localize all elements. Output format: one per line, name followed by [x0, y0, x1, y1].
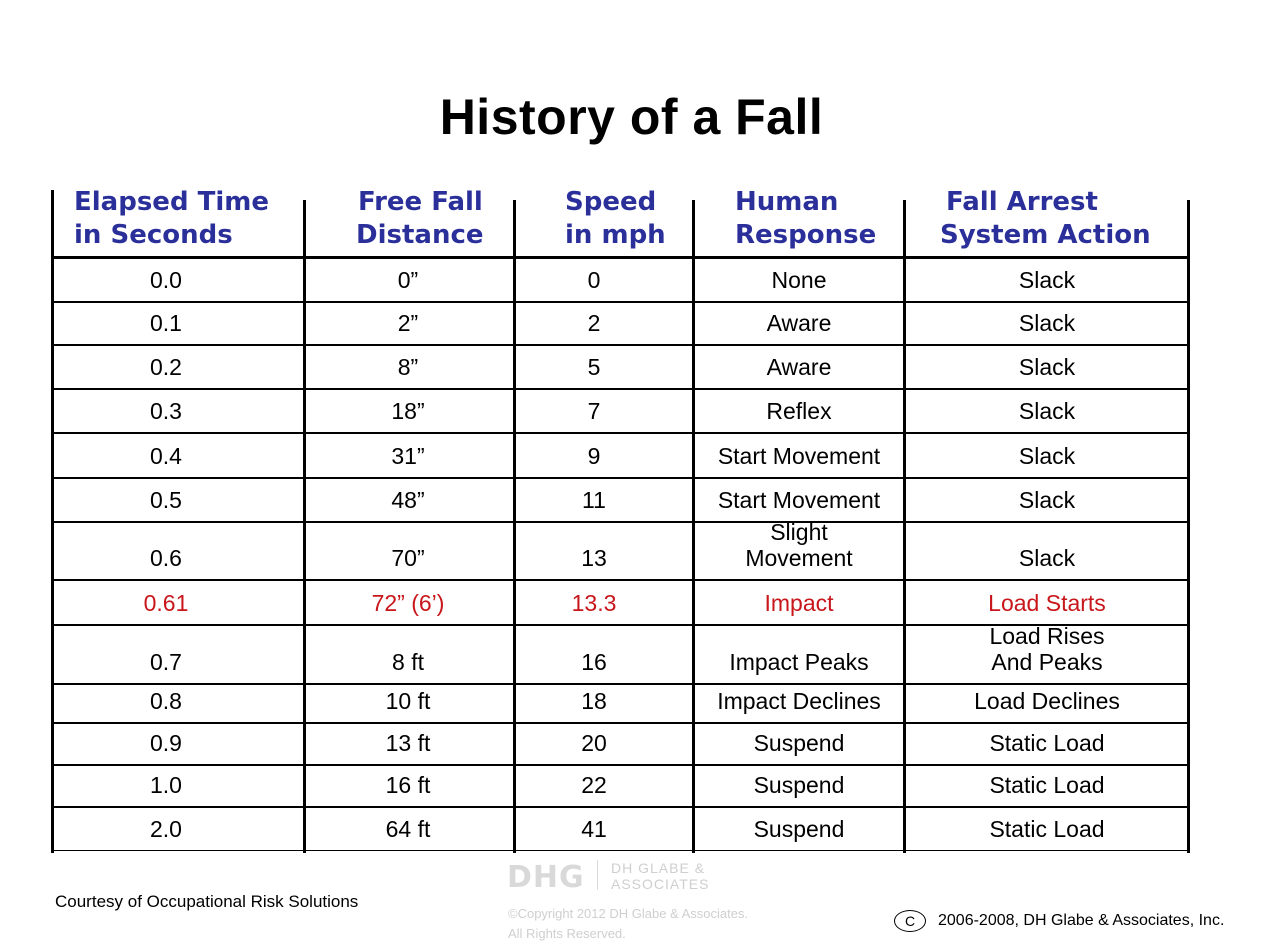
table-cell-text: 41: [581, 816, 607, 842]
table-cell-speed: [508, 477, 681, 513]
header-fall-arrest-action: [940, 186, 1151, 254]
table-cell-text: Static Load: [989, 816, 1105, 842]
table-cell-text: Suspend: [753, 772, 845, 798]
watermark-copy-line: All Rights Reserved.: [508, 926, 626, 941]
table-cell-speed: [508, 764, 681, 798]
table-cell-text: Slack: [1018, 354, 1076, 380]
header-line: Human: [735, 187, 839, 217]
table-cell-action: [908, 579, 1186, 616]
table-cell-response: [697, 764, 902, 798]
table-cell-text: 70”: [391, 545, 425, 571]
table-column-divider: [692, 200, 695, 853]
table-cell-response: [697, 301, 902, 336]
table-cell-speed: [508, 806, 681, 842]
table-cell-action: [908, 257, 1186, 293]
table-cell-distance: [306, 722, 510, 756]
table-cell-response: [697, 477, 902, 513]
table-cell-distance: [306, 579, 510, 616]
table-cell-text: None: [771, 267, 827, 293]
table-cell-time: [43, 301, 289, 336]
watermark-copy-line: ©Copyright 2012 DH Glabe & Associates.: [508, 906, 749, 921]
table-cell-distance: [306, 806, 510, 842]
table-cell-text: 22: [581, 772, 607, 798]
table-cell-text: Start Movement: [717, 443, 881, 469]
table-cell-time: [43, 432, 289, 469]
table-cell-action: [908, 388, 1186, 424]
header-elapsed-time: [74, 186, 269, 254]
dhg-logo: DHG: [507, 860, 585, 895]
header-speed: [565, 186, 666, 254]
table-cell-time: [43, 764, 289, 798]
table-cell-text: 0.1: [150, 310, 182, 336]
table-cell-time: [43, 521, 289, 571]
table-cell-action: [908, 521, 1186, 571]
table-column-divider: [903, 200, 906, 853]
table-cell-distance: [306, 344, 510, 380]
table-cell-response: [697, 722, 902, 756]
table-cell-speed: [508, 257, 681, 293]
table-cell-time: [43, 388, 289, 424]
table-cell-text: 48”: [391, 487, 425, 513]
table-cell-text: 20: [581, 730, 607, 756]
table-cell-text: Suspend: [753, 730, 845, 756]
table-cell-time: [43, 722, 289, 756]
table-cell-action: [908, 722, 1186, 756]
table-cell-text: 2”: [397, 310, 419, 336]
watermark-copyright: [508, 904, 748, 944]
table-cell-text: 0.0: [150, 267, 182, 293]
table-row-divider: [52, 850, 1190, 851]
header-line: Elapsed Time: [74, 187, 269, 217]
courtesy-note: Courtesy of Occupational Risk Solutions: [55, 892, 359, 911]
table-cell-text: Static Load: [989, 772, 1105, 798]
table-cell-time: [43, 579, 289, 616]
header-line: Distance: [356, 220, 484, 250]
table-cell-text: 0.4: [150, 443, 182, 469]
table-cell-time: [43, 257, 289, 293]
table-cell-text: 0.5: [150, 487, 182, 513]
table-cell-distance: [306, 521, 510, 571]
watermark-name-line: ASSOCIATES: [611, 876, 710, 892]
table-cell-text: Slack: [1018, 267, 1076, 293]
header-human-response: [735, 186, 876, 254]
header-line: Response: [735, 220, 877, 250]
header-line: System Action: [940, 220, 1151, 250]
header-free-fall-distance: [356, 186, 484, 254]
watermark-company: [611, 860, 709, 892]
table-cell-text: 2: [587, 310, 601, 336]
watermark-divider: [597, 860, 598, 890]
table-cell-speed: [508, 521, 681, 571]
copyright-notice: [894, 910, 1224, 932]
table-cell-text: Start Movement: [717, 487, 881, 513]
header-line: Fall Arrest: [946, 187, 1098, 217]
table-cell-text: 8”: [397, 354, 419, 380]
table-cell-text: 0: [587, 267, 601, 293]
watermark-name-line: DH GLABE &: [611, 860, 706, 876]
table-cell-distance: [306, 477, 510, 513]
header-line: in mph: [565, 220, 666, 250]
table-cell-distance: [306, 764, 510, 798]
table-cell-time: [43, 806, 289, 842]
table-cell-text: Slack: [1018, 487, 1076, 513]
table-cell-distance: [306, 388, 510, 424]
table-cell-text: 13 ft: [385, 730, 431, 756]
table-cell-text: 10 ft: [385, 688, 431, 714]
table-cell-distance: [306, 683, 510, 714]
table-cell-text: Slight: [770, 519, 828, 545]
table-cell-response: [697, 388, 902, 424]
table-cell-text: 0.9: [150, 730, 182, 756]
table-cell-text: Aware: [766, 310, 832, 336]
table-cell-text: 0.3: [150, 398, 182, 424]
table-cell-text: And Peaks: [991, 649, 1103, 675]
table-cell-text: 8 ft: [392, 649, 424, 675]
table-cell-response: [697, 344, 902, 380]
table-cell-text: Reflex: [766, 398, 832, 424]
table-cell-text: 16: [581, 649, 607, 675]
table-cell-text: Impact: [764, 590, 834, 616]
table-cell-text: 9: [587, 443, 601, 469]
header-line: Free Fall: [358, 187, 483, 217]
table-cell-time: [43, 344, 289, 380]
header-line: Speed: [565, 187, 657, 217]
table-cell-text: 31”: [391, 443, 425, 469]
table-cell-text: 0.2: [150, 354, 182, 380]
table-cell-text: 0.61: [143, 590, 189, 616]
table-cell-distance: [306, 624, 510, 675]
table-column-divider: [1187, 200, 1190, 853]
table-cell-text: 13: [581, 545, 607, 571]
table-cell-text: 64 ft: [385, 816, 431, 842]
table-cell-response: [697, 579, 902, 616]
table-cell-action: [908, 432, 1186, 469]
table-cell-text: 5: [587, 354, 601, 380]
table-cell-response: [697, 257, 902, 293]
table-cell-time: [43, 477, 289, 513]
copyright-text: 2006-2008, DH Glabe & Associates, Inc.: [938, 912, 1225, 929]
copyright-icon: C: [894, 910, 926, 932]
table-cell-text: Impact Declines: [717, 688, 881, 714]
table-cell-text: 0”: [397, 267, 419, 293]
table-cell-text: Static Load: [989, 730, 1105, 756]
table-cell-response: [697, 806, 902, 842]
table-cell-response: [697, 521, 902, 571]
table-cell-text: Load Starts: [988, 590, 1106, 616]
table-cell-action: [908, 301, 1186, 336]
table-cell-text: Impact Peaks: [729, 649, 869, 675]
table-cell-time: [43, 624, 289, 675]
table-cell-text: Suspend: [753, 816, 845, 842]
table-cell-text: Slack: [1018, 398, 1076, 424]
table-cell-text: Slack: [1018, 545, 1076, 571]
table-cell-text: Movement: [745, 545, 853, 571]
table-cell-distance: [306, 257, 510, 293]
table-cell-action: [908, 764, 1186, 798]
table-cell-text: Load Declines: [974, 688, 1120, 714]
table-cell-action: [908, 806, 1186, 842]
table-cell-text: 16 ft: [385, 772, 431, 798]
table-cell-speed: [508, 301, 681, 336]
table-cell-time: [43, 683, 289, 714]
table-cell-text: 2.0: [150, 816, 182, 842]
table-cell-text: 72” (6’): [371, 590, 445, 616]
table-cell-speed: [508, 388, 681, 424]
table-cell-response: [697, 432, 902, 469]
table-cell-text: 1.0: [150, 772, 182, 798]
page-title: History of a Fall: [439, 89, 824, 145]
table-cell-action: [908, 477, 1186, 513]
table-cell-speed: [508, 344, 681, 380]
table-cell-action: [908, 344, 1186, 380]
table-cell-text: Load Rises: [989, 623, 1105, 649]
table-cell-text: Slack: [1018, 443, 1076, 469]
table-cell-text: 11: [582, 487, 606, 513]
table-cell-text: 18”: [391, 398, 425, 424]
table-cell-text: 13.3: [571, 590, 617, 616]
table-cell-response: [697, 683, 902, 714]
table-cell-text: Aware: [766, 354, 832, 380]
table-cell-speed: [508, 722, 681, 756]
table-cell-text: 0.8: [150, 688, 182, 714]
table-cell-text: 7: [587, 398, 601, 424]
header-line: in Seconds: [74, 220, 233, 250]
table-cell-speed: [508, 683, 681, 714]
table-cell-action: [908, 683, 1186, 714]
table-cell-text: 0.6: [150, 545, 182, 571]
table-cell-action: [908, 624, 1186, 675]
table-cell-distance: [306, 432, 510, 469]
table-cell-text: Slack: [1018, 310, 1076, 336]
table-cell-text: 18: [581, 688, 607, 714]
table-cell-distance: [306, 301, 510, 336]
table-cell-text: 0.7: [150, 649, 182, 675]
table-cell-response: [697, 624, 902, 675]
table-cell-speed: [508, 432, 681, 469]
table-cell-speed: [508, 624, 681, 675]
table-cell-speed: [508, 579, 681, 616]
